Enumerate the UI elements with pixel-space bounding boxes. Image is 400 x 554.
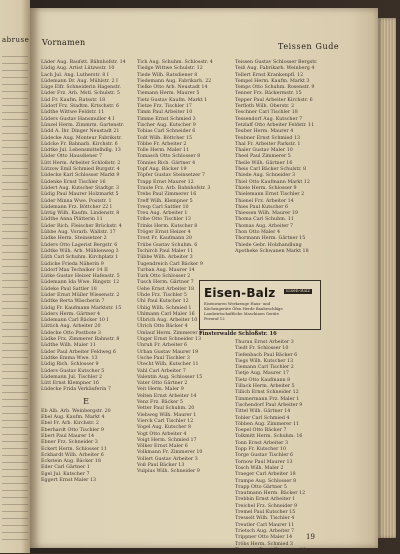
columns.2.entries_after-entry: Torge Gustav Tischler 6: [235, 453, 294, 459]
columns.1.entries-entry: Timm Paul Arbeiter 10: [137, 110, 193, 116]
columns.1.entries-entry: Uhlmann Carl Maler 16: [137, 311, 195, 317]
columns.1.entries-entry: Vogel Aug. Kutscher 8: [137, 425, 191, 431]
left-page-edge: [0, 0, 30, 553]
columns.0.entries-entry: Lüdig Paul Maurer Holzmarkt 5: [41, 192, 119, 198]
columns.2.entries_after-entry: Tiegs Wilh. Kutscher 13: [235, 358, 294, 364]
columns.1.entries-entry: Valentin Aug. Schlosser 15: [137, 374, 203, 380]
columns.1.entries-entry: Tietz Gustav Kaufm. Markt 1: [137, 97, 208, 103]
columns.2.entries_after-entry: Tresselt Wilh. Tischler 4: [235, 516, 295, 522]
columns.2.entries_after-entry: Többen Aug. Zimmerer 11: [235, 421, 300, 427]
columns.0.entries_after-entry: Ebner Frz. Schneider 3: [41, 440, 98, 446]
columns.0.entries-entry: Läder Aug. Baufstt. Bähnhofstr. 14: [41, 60, 126, 65]
columns.1.entries-entry: Unger Ernst Schneider 13: [137, 337, 202, 343]
columns.1.entries-entry: Tiedemann Aug. Fabrikarb. 22: [137, 78, 212, 84]
columns.2.entries-entry: Apotheke Schwanen Markt 18: [235, 248, 309, 254]
columns.2.entries-entry: Tetzlaff Otto Arbeiter Feldstr. 11: [235, 122, 315, 128]
columns.0.entries_after-entry: Ebel Fr. Arb. Kirchstr. 2: [41, 421, 99, 427]
columns.0.entries-entry: Lüdemann Carl Bäcker 10 I: [41, 318, 109, 324]
ad.lines-entry: Landwirtschaftliche Maschinen Geräte: [204, 311, 279, 316]
columns.2.entries-entry: Thiele Herm. Schlosser 9: [235, 185, 297, 191]
columns.0.entries-entry: Lüdtke Emma Wwe. 13: [41, 355, 98, 361]
columns.0.entries-entry: Lüdecke Aug. Monteur Fabrikstr.: [41, 135, 122, 141]
columns.2.entries_after-entry: Tittel Wilh. Gärtner 14: [235, 409, 291, 415]
columns.0.entries-entry: Lüdke Frz. Zimmerer Bahnstr. 8: [41, 337, 120, 343]
column-3-entries: [235, 60, 351, 288]
columns.1.entries-entry: Tolle Herm. Maler 11: [137, 148, 190, 154]
columns.1.entries-entry: Tröger Ernst Heizer 4: [137, 230, 191, 236]
columns.1.entries-entry: Vetter Paul Schuhm. 20: [137, 406, 195, 412]
columns.2.entries-entry: Thielemann Ernst Tischler 2: [235, 192, 305, 198]
columns.1.entries-entry: Tiemann Herm. Maurer 5: [137, 91, 200, 97]
column-2-entries: [137, 60, 227, 476]
advertisement: [199, 280, 321, 330]
columns.0.entries-entry: Lüders Otto Lagerist Bergstr. 6: [41, 242, 118, 248]
columns.1.entries-entry: Timme Ernst Schmied 3: [137, 116, 196, 122]
columns.0.entries-entry: Lüdorf Max Techniker 14 II: [41, 267, 108, 273]
columns.2.entries_after-entry: Tischendorf Paul Arbeiter 9: [235, 402, 303, 408]
columns.1.entries-entry: Volkmann Fr. Zimmerer 10: [137, 450, 203, 456]
columns.0.entries-entry: Lüdtke Berta Wäscherin 7: [41, 299, 105, 305]
columns.0.entries-entry: Lüdig Aug. Artist Lützwstr. 10: [41, 66, 115, 72]
columns.0.entries-entry: Lüd Fr. Kaufm. Ratsstr. 18: [41, 97, 106, 103]
columns.0.entries-entry: Lüdke Herm. Steinsetzer 2: [41, 236, 107, 242]
columns.2.entries-entry: Thon Otto Maler 4: [235, 230, 281, 236]
columns.0.entries-entry: Lüdemann Frz. Böttcher 22 I: [41, 204, 112, 210]
columns.0.entries-entry: Lüder Paul Arbeiter Feldweg 6: [41, 349, 116, 355]
columns.0.entries-entry: Lüdenke Ernst Tischler 16: [41, 179, 106, 185]
directory-page: [30, 8, 378, 553]
columns.2.entries_after-entry: Tosch Wilh. Maler 2: [235, 465, 284, 471]
page-number: 19: [306, 533, 315, 541]
columns.1.entries-entry: Tich Aug. Schuhm. Schlosstr. 4: [137, 60, 213, 65]
columns.1.entries-entry: Trübe Gustav Schuhm. 6: [137, 242, 198, 248]
columns.0.entries-entry: Lüdig Fr. Kaufmann Marktstr. 15: [41, 305, 122, 311]
columns.1.entries-entry: Tönnies Rich. Gärtner 4: [137, 160, 196, 166]
columns.1.entries-entry: Velten Ernst Arbeiter 14: [137, 393, 197, 399]
columns.2.entries-entry: Tellert Ernst Krankenpfl. 12: [235, 72, 304, 78]
columns.0.entries-entry: Lüders Herm. Gärtner 4: [41, 311, 101, 317]
columns.1.entries-entry: Uhde Frz. Tischler 5: [137, 292, 187, 298]
left-page-header: abruse: [2, 36, 30, 44]
columns.1.entries-entry: Venz Frz. Bäcker 5: [137, 400, 183, 406]
columns.2.entries_after-entry: Tornow Paul Maurer 13: [235, 459, 293, 465]
page-header-left: Vornamen: [42, 38, 86, 47]
columns.2.entries_after-entry: Tolkmitt Herm. Schuhm. 16: [235, 434, 303, 440]
columns.0.entries_after-entry: Egel Jul. Kutscher 7: [41, 471, 90, 477]
columns.2.entries-entry: Teiß Aug. Fabrikarb. Weinberg 4: [235, 66, 315, 72]
columns.0.entries-entry: Lüdtke Wilh. Arb. Mühlenweg 3: [41, 248, 119, 254]
columns.0.entries-entry: Lüder Rich. Fleischer Brückstr. 4: [41, 223, 122, 229]
columns.1.entries-entry: Todt Wilh. Böttcher 15: [137, 135, 193, 141]
columns.0.entries-entry: Lünzel Herm. Zimmrm. Gartenstr.: [41, 122, 125, 128]
columns.1.entries-entry: Vollert Gustav Arbeiter 3: [137, 456, 198, 462]
columns.0.entries-entry: Lüders Gustav Kutscher 5: [41, 368, 105, 374]
columns.0.entries-entry: Lüdtke Jul. Lebensmittelhdlg. 13: [41, 148, 121, 154]
columns.0.entries-entry: Lach Jul. Ang. Lutherstr. 8 I: [41, 72, 109, 78]
page-edge-stack: [378, 18, 396, 538]
columns.1.entries-entry: Usche Paul Tischler 3: [137, 355, 190, 361]
columns.0.entries-entry: Lüth Carl Schuhm. Kirchplatz 1: [41, 255, 119, 261]
column-3-entries-after: [235, 340, 351, 554]
columns.2.entries_after-entry: Timmermann Frz. Maler 1: [235, 396, 300, 402]
columns.1.entries-entry: Umlauf Herm. Zimmerer 8: [137, 330, 203, 336]
columns.2.entries_after-entry: Trebbin Ernst Arbeiter 1: [235, 497, 296, 503]
columns.2.entries_after-entry: Tietje Aug. Maurer 17: [235, 371, 289, 377]
columns.1.entries-entry: Völker Ernst Maler 6: [137, 444, 188, 450]
columns.0.entries_after-entry: Eckert Herm. Schlosser 11: [41, 446, 107, 452]
columns.1.entries-entry: Turban Aug. Maurer 14: [137, 267, 195, 273]
columns.1.entries-entry: Trost Fr. Kaufmann 20: [137, 236, 192, 242]
columns.0.entries-entry: Lützow Emil Schmied Burgstr. 4: [41, 167, 120, 173]
columns.1.entries-entry: Tübbe Wilh. Arbeiter 3: [137, 255, 193, 261]
columns.1.entries-entry: Tielke Otto Arb. Neustadt 14: [137, 85, 208, 91]
columns.1.entries-entry: Tusch Herm. Gärtner 7: [137, 280, 194, 286]
columns.1.entries-entry: Uhlig Wilh. Schmied 1: [137, 305, 192, 311]
columns.2.entries-entry: Thiel Otto Kaufmann Markt 12: [235, 179, 310, 185]
columns.0.entries-entry: Lüdemann Jul. Tischler 2: [41, 374, 103, 380]
ad-lines: [204, 301, 316, 321]
columns.0.entries_after-entry: Eckhardt Wilh. Arbeiter 6: [41, 452, 104, 458]
columns.2.entries_after-entry: Topp Fr. Kutscher 10: [235, 447, 287, 453]
columns.1.entries-entry: Tischer Aug. Kutscher 9: [137, 122, 196, 128]
columns.2.entries-entry: Thoma Carl Schuhm. 11: [235, 217, 294, 223]
columns.1.entries-entry: Vater Otto Gärtner 2: [137, 381, 188, 387]
columns.1.entries-entry: Töpfer Gustav Steinsetzer 7: [137, 173, 205, 179]
columns.1.entries-entry: Ulbrich Aug. Arbeiter 10: [137, 318, 198, 324]
columns.0.entries-entry: Lütt Herm. Arbeiter Schloßstr. 2: [41, 160, 121, 166]
columns.2.entries-entry: Thal Fr. Arbeiter Parkstr. 1: [235, 141, 301, 147]
columns.2.entries-entry: Tepper Paul Arbeiter Kirchstr. 6: [235, 97, 313, 103]
columns.2.entries-entry: Thienel Frz. Arbeiter 14: [235, 198, 294, 204]
columns.1.entries-entry: Treff Wilh. Klempner 5: [137, 198, 193, 204]
columns.1.entries-entry: Vulpius Wilh. Schneider 9: [137, 469, 200, 475]
columns.2.entries_after-entry: Treichel Frz. Schneider 9: [235, 503, 298, 509]
columns.1.entries-entry: Vahl Carl Arbeiter 7: [137, 368, 186, 374]
columns.2.entries-entry: Teuber Herm. Maurer 4: [235, 129, 294, 135]
columns.1.entries-entry: Uebe Ernst Arbeiter 18: [137, 286, 195, 292]
columns.2.entries-entry: Tessendorf Aug. Kutscher 7: [235, 116, 303, 122]
columns.0.entries-entry: Lüttich Aug. Arbeiter 20: [41, 324, 101, 330]
columns.2.entries_after-entry: Trippner Otto Maler 14: [235, 535, 293, 541]
columns.1.entries-entry: Vierck Carl Tischler 12: [137, 418, 194, 424]
columns.1.entries-entry: Trebs Paul Zimmerer 16: [137, 192, 197, 198]
columns.1.entries-entry: Utecht Wilh. Kutscher 11: [137, 362, 199, 368]
columns.2.entries-entry: Thiede Aug. Schneider 3: [235, 173, 296, 179]
columns.1.entries-entry: Tschirch Paul Maler 11: [137, 248, 194, 254]
columns.1.entries-entry: Voß Paul Bäcker 13: [137, 463, 185, 468]
columns.0.entries_after-entry: Eggert Ernst Maler 13: [41, 478, 97, 483]
columns.2.entries-entry: Tempel Herm. Kaufm. Markt 3: [235, 78, 310, 84]
columns.0.entries_after-entry: Eb Alb. Arb. Weinbergstr. 20: [41, 408, 111, 414]
columns.1.entries-entry: Tiede Wilh. Ratsdiener 8: [137, 72, 198, 78]
column-1-entries-after: [41, 409, 131, 485]
columns.2.entries_after-entry: Trapp Otto Gärtner 5: [235, 484, 287, 490]
columns.2.entries-entry: Thormann Herm. Gärtner 15: [235, 236, 306, 242]
columns.1.entries-entry: Voigt Herm. Schmied 17: [137, 437, 197, 443]
columns.2.entries-entry: Thiessen Wilh. Maurer 19: [235, 211, 299, 217]
columns.0.entries-entry: Lüdecke Otto Postbote 3: [41, 330, 101, 336]
columns.2.entries_after-entry: Tillack Herm. Arbeiter 5: [235, 384, 295, 390]
columns.0.entries-entry: Lüdecke Karl Schlosser Markt 9: [41, 173, 120, 179]
columns.1.entries-entry: Tugendreich Carl Bäcker 9: [137, 261, 203, 267]
columns.2.entries_after-entry: Tremel Paul Kutscher 15: [235, 510, 296, 516]
column-1-entries: [41, 60, 131, 394]
columns.0.entries-entry: Lüders Gustav Hansmuller 4 I: [41, 116, 115, 122]
columns.0.entries-entry: Lüdorf Frz. Stadtm. Krtschstr. 6: [41, 104, 119, 110]
columns.0.entries-entry: Lübbe Aug. Vorarb. Wallstr. 17: [41, 230, 116, 236]
columns.0.entries-entry: Lüdthe Wilh. Maler 11: [41, 343, 96, 349]
columns.0.entries-entry: Lüder Frz. Arb. Mstl. Schulstr. 5: [41, 91, 120, 97]
columns.1.entries-entry: Ulrich Otto Bäcker 4: [137, 324, 188, 330]
columns.0.entries_after-entry: Eberhardt Otto Tischler 9: [41, 427, 104, 433]
columns.0.entries-entry: Lüdd A. Ihr. Dinger Neustadt 21: [41, 129, 120, 135]
columns.2.entries_after-entry: Tiedt Fr. Schlosser 10: [235, 346, 289, 352]
columns.0.entries-entry: Lüdthe Anna Plätterin 11: [41, 217, 103, 223]
ad-place: Finsterwalde Schloßstr. 16: [199, 331, 277, 337]
columns.2.entries_after-entry: Tiefenbach Paul Bäcker 6: [235, 352, 298, 358]
columns.2.entries_after-entry: Tonn Ernst Arbeiter 3: [235, 440, 289, 446]
columns.2.entries-entry: Theis Carl Bäcker Schulstr. 8: [235, 167, 307, 173]
columns.2.entries-entry: Teschner Carl Tischler 18: [235, 110, 298, 116]
columns.0.entries-entry: Lüdthe Wittwe Feldstr. 11: [41, 110, 105, 116]
columns.2.entries-entry: Thaler Gustav Maler 10: [235, 148, 293, 154]
columns.2.entries-entry: Temps Otto Schuhm. Rosenstr. 9: [235, 85, 315, 91]
columns.2.entries_after-entry: Trietsch Aug. Arbeiter 7: [235, 528, 295, 534]
columns.0.entries-entry: Lüdert Aug. Kutscher Stadtgr. 3: [41, 185, 120, 191]
columns.1.entries-entry: Tribe Otto Tischler 13: [137, 217, 191, 223]
columns.2.entries-entry: Theel Paul Zimmerer 5: [235, 154, 291, 160]
columns.2.entries_after-entry: Traeger Carl Arbeiter 18: [235, 472, 296, 478]
columns.0.entries-entry: Lüder Minna Wwe. Poststr. 1: [41, 198, 112, 204]
ad.lines-entry: Fernruf 12: [204, 316, 225, 321]
columns.2.entries_after-entry: Trommer Ernst Zimmerer 10: [235, 547, 306, 553]
columns.2.entries_after-entry: Thurau Ernst Arbeiter 3: [235, 340, 294, 345]
columns.2.entries-entry: Tenner Frz. Bäckermstr. 15: [235, 91, 302, 97]
columns.2.entries_after-entry: Tobler Carl Schmied 4: [235, 415, 290, 421]
columns.2.entries-entry: Thomas Aug. Arbeiter 7: [235, 223, 294, 229]
columns.1.entries-entry: Tomasch Otto Schlosser 8: [137, 154, 201, 160]
columns.2.entries_after-entry: Tillich Ernst Schneider 12: [235, 390, 299, 396]
columns.1.entries-entry: Tietze Frz. Tischler 17: [137, 104, 192, 110]
ad.lines-entry: Eisenwaren Werkzeuge Haus- und: [204, 301, 271, 306]
columns.2.entries-entry: Thies Paul Kutscher 6: [235, 204, 289, 210]
columns.2.entries-entry: Terfloth Wilh. Oberstr. 2: [235, 104, 295, 110]
columns.0.entries-entry: Lüder Ernst Müller Wiesenstr. 2: [41, 292, 120, 298]
columns.1.entries-entry: Traute Frz. Arb. Bahnhofstr. 3: [137, 185, 211, 191]
columns.1.entries-entry: Veit Herm. Maler 9: [137, 387, 184, 393]
columns.0.entries-entry: Lütke Gustav Heizer Hafenstr. 5: [41, 274, 120, 280]
columns.0.entries_after-entry: Eckstein Aug. Bäcker 18: [41, 459, 101, 465]
left-page-text-column: [2, 50, 28, 540]
ad.lines-entry: Küchengeräte Öfen Herde Baubeschläge: [204, 306, 283, 311]
columns.0.entries-entry: Lüdecke Frida Verkäuferin 7: [41, 387, 111, 393]
columns.2.entries_after-entry: Toepel Otto Bäcker 7: [235, 428, 287, 434]
columns.1.entries-entry: Vogt Otto Arbeiter 4: [137, 431, 187, 437]
columns.2.entries-entry: Thiede Gebr. Holzhandlung: [235, 242, 302, 248]
columns.2.entries-entry: Teissen Gustav Schlosser Bergstr.: [235, 60, 318, 65]
columns.2.entries_after-entry: Tiemann Carl Tischler 2: [235, 365, 294, 371]
columns.2.entries_after-entry: Trampe Aug. Schlosser 8: [235, 478, 297, 484]
columns.1.entries-entry: Turk Otto Schlosser 2: [137, 274, 191, 280]
columns.0.entries-entry: Lütt Ernst Klempner 16: [41, 381, 99, 387]
columns.1.entries-entry: Többe Fr. Arbeiter 2: [137, 141, 187, 147]
columns.1.entries-entry: Urban Gustav Maurer 19: [137, 349, 199, 355]
columns.1.entries-entry: Trinks Herm. Kutscher 8: [137, 223, 198, 229]
columns.0.entries-entry: Lüdig Rich. Schlosser 9: [41, 362, 99, 368]
columns.2.entries_after-entry: Tröbs Herm. Schmied 3: [235, 541, 293, 547]
columns.1.entries-entry: Unruh Fr. Arbeiter 6: [137, 343, 188, 349]
columns.0.entries-entry: Lüge Elfr. Schneiderin Hagenstr.: [41, 85, 121, 91]
ad-tag: Eisen-Balz: [286, 289, 310, 294]
columns.1.entries-entry: Treu Aug. Arbeiter 1: [137, 211, 188, 217]
columns.0.entries_after-entry: Eder Carl Gärtner 1: [41, 465, 90, 471]
columns.2.entries_after-entry: Tietz Otto Kaufmann 8: [235, 377, 291, 383]
columns.2.entries_after-entry: Treutler Carl Maurer 11: [235, 522, 295, 528]
columns.0.entries-entry: Lüder Otto Hausdiener 7: [41, 154, 103, 160]
section-letter: E: [83, 396, 89, 406]
columns.1.entries-entry: Tobias Carl Schneider 6: [137, 129, 196, 135]
columns.1.entries-entry: Tresp Carl Sattler 10: [137, 204, 189, 210]
columns.0.entries_after-entry: Ebel Aug. Kaufm. Markt 4: [41, 415, 105, 421]
columns.1.entries-entry: Uhl Paul Kutscher 12: [137, 299, 189, 305]
columns.2.entries-entry: Teubner Ernst Schmied 13: [235, 135, 301, 141]
columns.1.entries-entry: Viehweg Wilh. Maurer 1: [137, 412, 197, 418]
columns.1.entries-entry: Tiedge Wittwe Schulstr. 12: [137, 66, 203, 72]
column-1: [41, 60, 131, 540]
columns.2.entries_after-entry: Trautmann Herm. Bäcker 12: [235, 491, 306, 497]
columns.0.entries-entry: Lüdemann Ida Wwe. Ringstr. 12: [41, 280, 120, 286]
columns.0.entries-entry: Lüttig Wilh. Kaufm. Lindenstr. 8: [41, 211, 120, 217]
columns.1.entries-entry: Topf Aug. Bäcker 19: [137, 167, 187, 173]
columns.0.entries-entry: Lüdcke Fr. Bahnarb. Kirchstr. 6: [41, 141, 118, 147]
columns.2.entries-entry: Theile Wilh. Gärtner 16: [235, 160, 293, 166]
columns.0.entries-entry: Lüdemann Dr. Aug. Mühlstr. 2 I: [41, 78, 118, 84]
page-header-right: Teissen Gude: [278, 42, 340, 51]
ad-title: Eisen-Balz: [204, 286, 276, 300]
columns.0.entries-entry: Lüdeke Paul Sattler 18: [41, 286, 97, 292]
columns.0.entries-entry: Lüdicke Frieda Näherin 9: [41, 261, 104, 267]
columns.0.entries_after-entry: Ebert Paul Maurer 14: [41, 433, 95, 439]
columns.1.entries-entry: Trapp Ernst Maurer 12: [137, 179, 194, 185]
